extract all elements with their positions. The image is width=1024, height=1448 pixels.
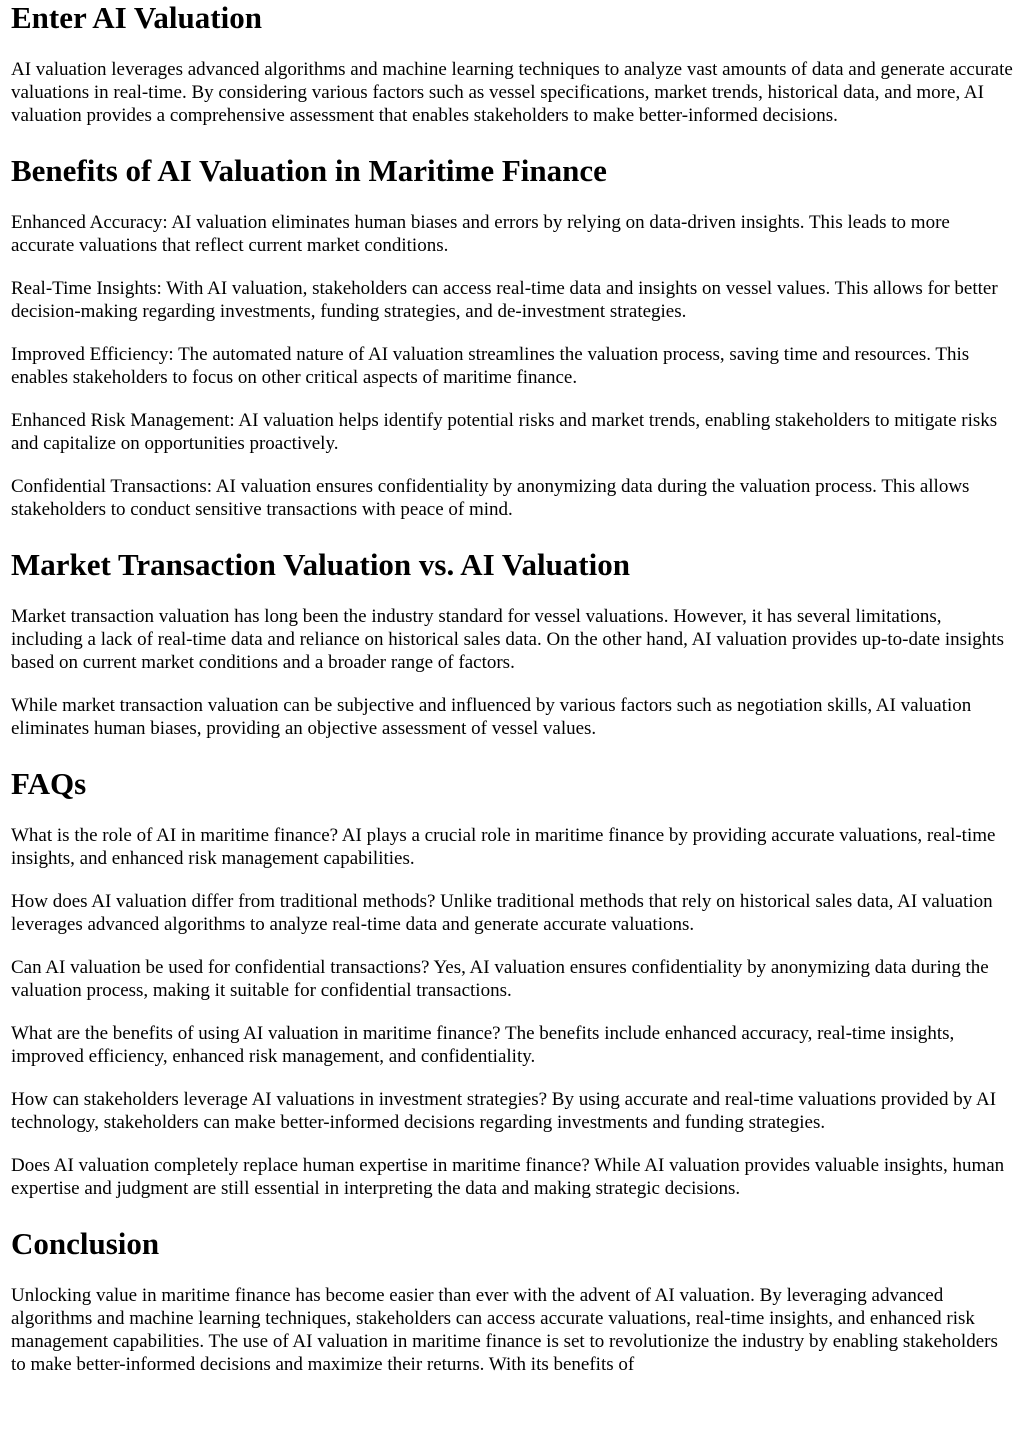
faq-item: What are the benefits of using AI valuation in maritime finance? The benefits include enhanced accuracy, real-time insights, improved efficiency, enhanced risk management, and confidentiality. — [11, 1023, 955, 1067]
paragraph: Real-Time Insights: With AI valuation, stakeholders can access real-time data and insights on vessel values. This allows for better decision-making regarding investments, funding strategies, and de-investment strategies. — [11, 278, 998, 322]
paragraph: Enhanced Risk Management: AI valuation helps identify potential risks and market trends, enabling stakeholders to mitigate risks and capitalize on opportunities proactively. — [11, 410, 998, 454]
section-heading: Enter AI Valuation — [11, 0, 262, 35]
section-heading: Benefits of AI Valuation in Maritime Finance — [11, 153, 607, 188]
section-enter-ai-valuation — [11, 0, 1014, 127]
section-heading: FAQs — [11, 766, 87, 801]
paragraph: AI valuation leverages advanced algorithms and machine learning techniques to analyze vast amounts of data and generate accurate valuations in real-time. By considering various factors such as vessel specifications, market trends, historical data, and more, AI valuation provides a comprehensive assessment that enables stakeholders to make better-informed decisions. — [11, 59, 1013, 126]
paragraph: Confidential Transactions: AI valuation ensures confidentiality by anonymizing data during the valuation process. This allows stakeholders to conduct sensitive transactions with peace of mind. — [11, 476, 970, 520]
section-market-vs-ai — [11, 547, 1014, 740]
faq-item: Can AI valuation be used for confidential transactions? Yes, AI valuation ensures confidentiality by anonymizing data during the valuation process, making it suitable for confidential transactions. — [11, 957, 989, 1001]
section-benefits — [11, 153, 1014, 521]
faq-item: Does AI valuation completely replace human expertise in maritime finance? While AI valuation provides valuable insights, human expertise and judgment are still essential in interpreting the data and making strategic decisions. — [11, 1155, 1005, 1199]
section-faqs — [11, 766, 1014, 1200]
paragraph: Market transaction valuation has long been the industry standard for vessel valuations. However, it has several limitations, including a lack of real-time data and reliance on historical sales data. On the other hand, AI valuation provides up-to-date insights based on current market conditions and a broader range of factors. — [11, 606, 1004, 673]
paragraph: While market transaction valuation can be subjective and influenced by various factors such as negotiation skills, AI valuation eliminates human biases, providing an objective assessment of vessel values. — [11, 695, 972, 739]
faq-item: What is the role of AI in maritime finance? AI plays a crucial role in maritime finance by providing accurate valuations, real-time insights, and enhanced risk management capabilities. — [11, 825, 996, 869]
section-heading: Conclusion — [11, 1226, 160, 1261]
faq-item: How can stakeholders leverage AI valuations in investment strategies? By using accurate and real-time valuations provided by AI technology, stakeholders can make better-informed decisions regarding investments and funding strategies. — [11, 1089, 997, 1133]
faq-item: How does AI valuation differ from traditional methods? Unlike traditional methods that rely on historical sales data, AI valuation leverages advanced algorithms to analyze real-time data and generate accurate valuations. — [11, 891, 993, 935]
paragraph: Unlocking value in maritime finance has become easier than ever with the advent of AI valuation. By leveraging advanced algorithms and machine learning techniques, stakeholders can access accurate valuations, real-time insights, and enhanced risk management capabilities. The use of AI valuation in maritime finance is set to revolutionize the industry by enabling stakeholders to make better-informed decisions and maximize their returns. With its benefits of — [11, 1285, 998, 1375]
section-conclusion — [11, 1226, 1014, 1376]
paragraph: Improved Efficiency: The automated nature of AI valuation streamlines the valuation process, saving time and resources. This enables stakeholders to focus on other critical aspects of maritime finance. — [11, 344, 970, 388]
paragraph: Enhanced Accuracy: AI valuation eliminates human biases and errors by relying on data-driven insights. This leads to more accurate valuations that reflect current market conditions. — [11, 212, 950, 256]
section-heading: Market Transaction Valuation vs. AI Valuation — [11, 547, 630, 582]
